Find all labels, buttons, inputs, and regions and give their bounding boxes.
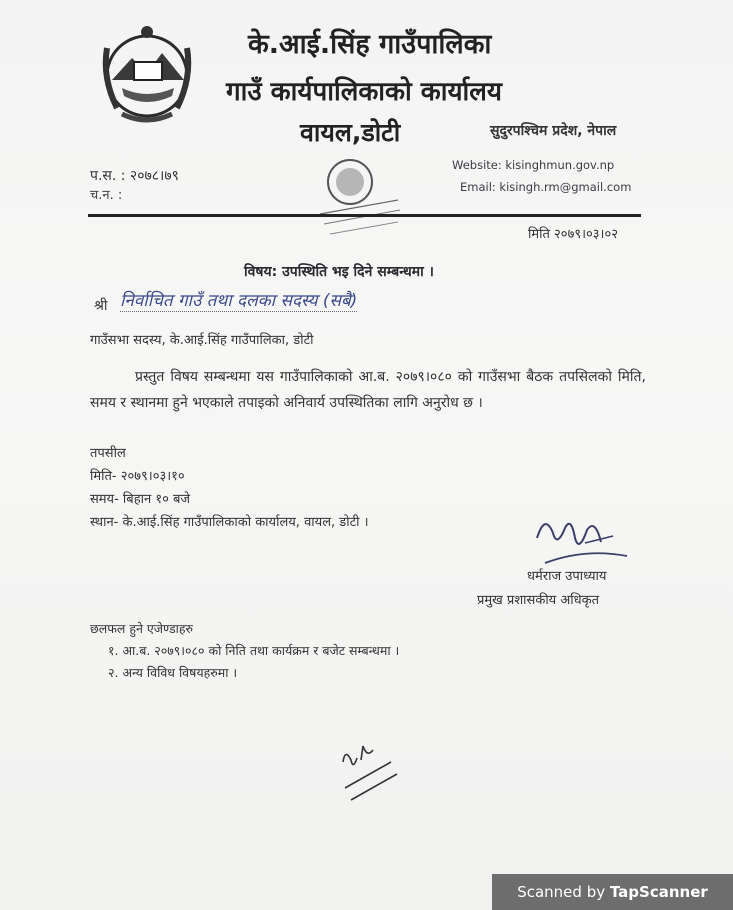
agenda-list xyxy=(90,618,399,684)
meeting-time: समय- बिहान १० बजे xyxy=(90,492,191,507)
header-location: वायल,डोटी xyxy=(300,118,401,147)
signatory-title: प्रमुख प्रशासकीय अधिकृत xyxy=(477,593,600,608)
details-heading: तपसील xyxy=(90,446,126,461)
header-office-name: गाउँ कार्यपालिकाको कार्यालय xyxy=(226,77,502,107)
municipality-emblem-logo xyxy=(92,18,202,128)
header-divider xyxy=(88,214,641,217)
recipient-title: गाउँसभा सदस्य, के.आई.सिंह गाउँपालिका, डोटी xyxy=(90,333,314,348)
reference-number: प.स. : २०७८।७९ xyxy=(90,168,179,184)
signatory-name: धर्मराज उपाध्याय xyxy=(527,569,607,584)
header-municipality-name: के.आई.सिंह गाउँपालिका xyxy=(248,29,492,60)
body-paragraph: प्रस्तुत विषय सम्बन्धमा यस गाउँपालिकाको आ.ब. २०७९।०८० को गाउँसभा बैठक तपसिलको मिति, समय र स्थानमा हुने भएकाले तपाइको अनिवार्य उपस्थितिका लागि अनुरोध छ । xyxy=(90,369,646,411)
agenda-heading: छलफल हुने एजेण्डाहरु xyxy=(90,621,194,636)
website-text: Website: kisinghmun.gov.np xyxy=(452,158,615,172)
agenda-item: १. आ.ब. २०७९।०८० को निति तथा कार्यक्रम र बजेट सम्बन्धमा । xyxy=(108,643,400,658)
meeting-place: स्थान- के.आई.सिंह गाउँपालिकाको कार्यालय, वायल, डोटी । xyxy=(90,515,369,530)
handwritten-mark xyxy=(335,740,405,810)
recipient-handwritten: निर्वाचित गाउँ तथा दलका सदस्य (सबै) xyxy=(120,288,357,312)
letter-body xyxy=(90,364,646,416)
scanner-watermark xyxy=(492,874,733,910)
scanner-prefix: Scanned by xyxy=(517,883,610,901)
letter-subject: विषय: उपस्थिति भइ दिने सम्बन्धमा । xyxy=(244,264,434,280)
scanner-brand: TapScanner xyxy=(609,883,708,901)
dispatch-number: च.न. : xyxy=(90,188,123,203)
header-province: सुदुरपश्चिम प्रदेश, नेपाल xyxy=(490,123,617,139)
agenda-item: २. अन्य विविध विषयहरुमा । xyxy=(108,665,238,680)
meeting-date: मिति- २०७९।०३।१० xyxy=(90,469,185,484)
recipient-prefix: श्री xyxy=(94,298,108,314)
letter-date: मिति २०७९।०३।०२ xyxy=(528,227,618,242)
office-stamp xyxy=(310,152,405,247)
email-text: Email: kisingh.rm@gmail.com xyxy=(460,180,632,194)
meeting-details xyxy=(90,442,369,534)
